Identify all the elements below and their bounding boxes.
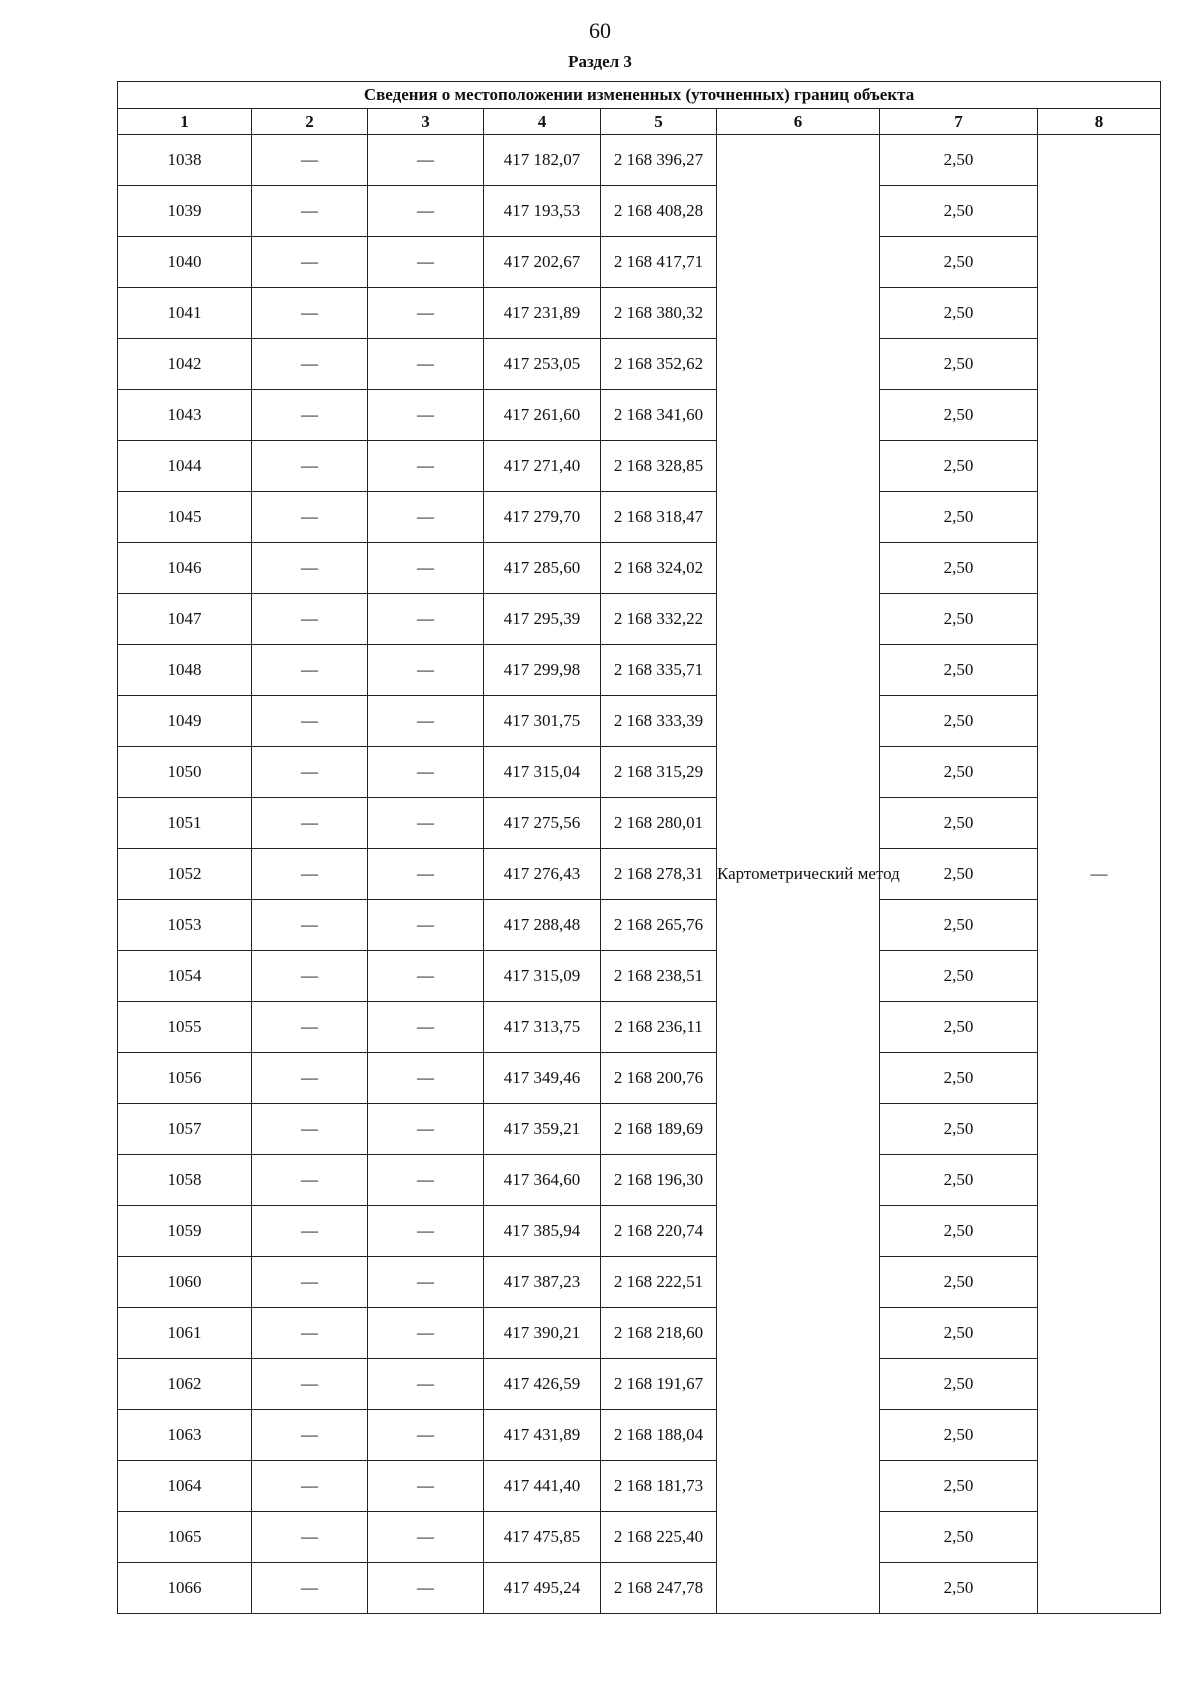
column-2-cell: — [252,1104,368,1155]
table-body [118,135,1161,1614]
y-coordinate-cell: 2 168 417,71 [601,237,717,288]
accuracy-cell: 2,50 [880,441,1038,492]
table-row [118,798,1161,849]
column-3-cell: — [368,1257,484,1308]
column-header: 4 [484,109,601,135]
column-3-cell: — [368,645,484,696]
column-3-cell: — [368,798,484,849]
column-2-cell: — [252,390,368,441]
x-coordinate-cell: 417 475,85 [484,1512,601,1563]
y-coordinate-cell: 2 168 189,69 [601,1104,717,1155]
column-header: 5 [601,109,717,135]
column-2-cell: — [252,594,368,645]
column-2-cell: — [252,849,368,900]
column-3-cell: — [368,1359,484,1410]
point-number-cell: 1050 [118,747,252,798]
table-row [118,186,1161,237]
x-coordinate-cell: 417 285,60 [484,543,601,594]
point-number-cell: 1045 [118,492,252,543]
accuracy-cell: 2,50 [880,492,1038,543]
y-coordinate-cell: 2 168 396,27 [601,135,717,186]
accuracy-cell: 2,50 [880,1512,1038,1563]
column-3-cell: — [368,441,484,492]
x-coordinate-cell: 417 495,24 [484,1563,601,1614]
accuracy-cell: 2,50 [880,798,1038,849]
x-coordinate-cell: 417 431,89 [484,1410,601,1461]
accuracy-cell: 2,50 [880,696,1038,747]
point-number-cell: 1048 [118,645,252,696]
column-3-cell: — [368,1563,484,1614]
x-coordinate-cell: 417 387,23 [484,1257,601,1308]
point-number-cell: 1057 [118,1104,252,1155]
y-coordinate-cell: 2 168 333,39 [601,696,717,747]
table-row [118,390,1161,441]
column-3-cell: — [368,1155,484,1206]
y-coordinate-cell: 2 168 191,67 [601,1359,717,1410]
table-row [118,1410,1161,1461]
accuracy-cell: 2,50 [880,1410,1038,1461]
column-3-cell: — [368,951,484,1002]
column-2-cell: — [252,696,368,747]
x-coordinate-cell: 417 276,43 [484,849,601,900]
column-3-cell: — [368,339,484,390]
column-2-cell: — [252,1410,368,1461]
x-coordinate-cell: 417 364,60 [484,1155,601,1206]
x-coordinate-cell: 417 202,67 [484,237,601,288]
column-2-cell: — [252,441,368,492]
y-coordinate-cell: 2 168 218,60 [601,1308,717,1359]
table-row [118,1104,1161,1155]
column-header: 7 [880,109,1038,135]
column-header-row [118,109,1161,135]
column-3-cell: — [368,1053,484,1104]
y-coordinate-cell: 2 168 341,60 [601,390,717,441]
table-row [118,1563,1161,1614]
point-number-cell: 1061 [118,1308,252,1359]
point-number-cell: 1044 [118,441,252,492]
column-3-cell: — [368,1002,484,1053]
column-3-cell: — [368,390,484,441]
column-2-cell: — [252,1257,368,1308]
x-coordinate-cell: 417 271,40 [484,441,601,492]
accuracy-cell: 2,50 [880,186,1038,237]
y-coordinate-cell: 2 168 196,30 [601,1155,717,1206]
x-coordinate-cell: 417 441,40 [484,1461,601,1512]
accuracy-cell: 2,50 [880,288,1038,339]
y-coordinate-cell: 2 168 324,02 [601,543,717,594]
point-number-cell: 1047 [118,594,252,645]
table-row [118,594,1161,645]
table-row [118,747,1161,798]
column-3-cell: — [368,696,484,747]
x-coordinate-cell: 417 301,75 [484,696,601,747]
column-3-cell: — [368,1206,484,1257]
y-coordinate-cell: 2 168 335,71 [601,645,717,696]
accuracy-cell: 2,50 [880,543,1038,594]
column-2-cell: — [252,900,368,951]
accuracy-cell: 2,50 [880,390,1038,441]
column-2-cell: — [252,1206,368,1257]
x-coordinate-cell: 417 275,56 [484,798,601,849]
y-coordinate-cell: 2 168 265,76 [601,900,717,951]
table-row [118,1308,1161,1359]
accuracy-cell: 2,50 [880,1104,1038,1155]
table-row [118,135,1161,186]
column-header: 1 [118,109,252,135]
table-row [118,492,1161,543]
point-number-cell: 1049 [118,696,252,747]
accuracy-cell: 2,50 [880,1206,1038,1257]
column-3-cell: — [368,288,484,339]
column-header: 8 [1038,109,1161,135]
table-row [118,1512,1161,1563]
point-number-cell: 1060 [118,1257,252,1308]
y-coordinate-cell: 2 168 332,22 [601,594,717,645]
column-2-cell: — [252,1002,368,1053]
point-number-cell: 1063 [118,1410,252,1461]
accuracy-cell: 2,50 [880,1359,1038,1410]
table-row [118,849,1161,900]
accuracy-cell: 2,50 [880,747,1038,798]
y-coordinate-cell: 2 168 236,11 [601,1002,717,1053]
x-coordinate-cell: 417 253,05 [484,339,601,390]
x-coordinate-cell: 417 385,94 [484,1206,601,1257]
point-number-cell: 1051 [118,798,252,849]
x-coordinate-cell: 417 359,21 [484,1104,601,1155]
x-coordinate-cell: 417 315,09 [484,951,601,1002]
point-number-cell: 1039 [118,186,252,237]
column-2-cell: — [252,951,368,1002]
column-2-cell: — [252,747,368,798]
accuracy-cell: 2,50 [880,1461,1038,1512]
y-coordinate-cell: 2 168 328,85 [601,441,717,492]
x-coordinate-cell: 417 261,60 [484,390,601,441]
point-number-cell: 1054 [118,951,252,1002]
column-8-cell: — [1038,135,1161,1614]
column-header: 3 [368,109,484,135]
y-coordinate-cell: 2 168 278,31 [601,849,717,900]
x-coordinate-cell: 417 279,70 [484,492,601,543]
column-2-cell: — [252,339,368,390]
method-cell: Картометрический метод [717,135,880,1614]
point-number-cell: 1062 [118,1359,252,1410]
column-3-cell: — [368,1104,484,1155]
y-coordinate-cell: 2 168 318,47 [601,492,717,543]
y-coordinate-cell: 2 168 188,04 [601,1410,717,1461]
y-coordinate-cell: 2 168 200,76 [601,1053,717,1104]
section-title: Раздел 3 [568,52,632,71]
column-3-cell: — [368,492,484,543]
accuracy-cell: 2,50 [880,339,1038,390]
column-3-cell: — [368,135,484,186]
accuracy-cell: 2,50 [880,1155,1038,1206]
x-coordinate-cell: 417 390,21 [484,1308,601,1359]
y-coordinate-cell: 2 168 380,32 [601,288,717,339]
table-row [118,1206,1161,1257]
accuracy-cell: 2,50 [880,1053,1038,1104]
x-coordinate-cell: 417 193,53 [484,186,601,237]
x-coordinate-cell: 417 288,48 [484,900,601,951]
point-number-cell: 1059 [118,1206,252,1257]
table-row [118,237,1161,288]
table-row [118,645,1161,696]
x-coordinate-cell: 417 231,89 [484,288,601,339]
point-number-cell: 1066 [118,1563,252,1614]
x-coordinate-cell: 417 295,39 [484,594,601,645]
y-coordinate-cell: 2 168 352,62 [601,339,717,390]
column-3-cell: — [368,186,484,237]
column-2-cell: — [252,237,368,288]
point-number-cell: 1052 [118,849,252,900]
accuracy-cell: 2,50 [880,900,1038,951]
table-row [118,1359,1161,1410]
table-caption: Сведения о местоположении измененных (уточненных) границ объекта [118,82,1161,109]
column-3-cell: — [368,594,484,645]
accuracy-cell: 2,50 [880,1308,1038,1359]
x-coordinate-cell: 417 349,46 [484,1053,601,1104]
y-coordinate-cell: 2 168 280,01 [601,798,717,849]
y-coordinate-cell: 2 168 181,73 [601,1461,717,1512]
point-number-cell: 1040 [118,237,252,288]
table-row [118,951,1161,1002]
y-coordinate-cell: 2 168 220,74 [601,1206,717,1257]
column-3-cell: — [368,543,484,594]
x-coordinate-cell: 417 315,04 [484,747,601,798]
point-number-cell: 1046 [118,543,252,594]
y-coordinate-cell: 2 168 315,29 [601,747,717,798]
column-3-cell: — [368,1512,484,1563]
column-3-cell: — [368,900,484,951]
column-2-cell: — [252,798,368,849]
y-coordinate-cell: 2 168 408,28 [601,186,717,237]
table-row [118,339,1161,390]
table-row [118,441,1161,492]
column-3-cell: — [368,747,484,798]
accuracy-cell: 2,50 [880,1257,1038,1308]
column-header: 2 [252,109,368,135]
accuracy-cell: 2,50 [880,849,1038,900]
point-number-cell: 1056 [118,1053,252,1104]
point-number-cell: 1058 [118,1155,252,1206]
table-row [118,1002,1161,1053]
column-2-cell: — [252,543,368,594]
x-coordinate-cell: 417 313,75 [484,1002,601,1053]
column-2-cell: — [252,492,368,543]
table-row [118,288,1161,339]
page-number: 60 [589,18,611,43]
column-2-cell: — [252,288,368,339]
point-number-cell: 1042 [118,339,252,390]
accuracy-cell: 2,50 [880,951,1038,1002]
y-coordinate-cell: 2 168 238,51 [601,951,717,1002]
column-3-cell: — [368,1308,484,1359]
column-3-cell: — [368,849,484,900]
point-number-cell: 1055 [118,1002,252,1053]
accuracy-cell: 2,50 [880,1563,1038,1614]
table-row [118,1155,1161,1206]
column-2-cell: — [252,1308,368,1359]
column-2-cell: — [252,1563,368,1614]
point-number-cell: 1041 [118,288,252,339]
point-number-cell: 1053 [118,900,252,951]
boundary-coordinates-table [117,81,1161,1614]
table-row [118,1461,1161,1512]
x-coordinate-cell: 417 426,59 [484,1359,601,1410]
y-coordinate-cell: 2 168 225,40 [601,1512,717,1563]
column-2-cell: — [252,1359,368,1410]
accuracy-cell: 2,50 [880,594,1038,645]
x-coordinate-cell: 417 299,98 [484,645,601,696]
table-row [118,696,1161,747]
column-3-cell: — [368,1410,484,1461]
point-number-cell: 1065 [118,1512,252,1563]
accuracy-cell: 2,50 [880,237,1038,288]
column-3-cell: — [368,1461,484,1512]
point-number-cell: 1064 [118,1461,252,1512]
column-2-cell: — [252,1461,368,1512]
y-coordinate-cell: 2 168 222,51 [601,1257,717,1308]
column-2-cell: — [252,186,368,237]
accuracy-cell: 2,50 [880,135,1038,186]
table-row [118,1257,1161,1308]
accuracy-cell: 2,50 [880,645,1038,696]
column-2-cell: — [252,1053,368,1104]
column-2-cell: — [252,135,368,186]
table-row [118,1053,1161,1104]
table-row [118,900,1161,951]
column-2-cell: — [252,1155,368,1206]
point-number-cell: 1043 [118,390,252,441]
y-coordinate-cell: 2 168 247,78 [601,1563,717,1614]
column-3-cell: — [368,237,484,288]
column-header: 6 [717,109,880,135]
table-row [118,543,1161,594]
column-2-cell: — [252,1512,368,1563]
x-coordinate-cell: 417 182,07 [484,135,601,186]
point-number-cell: 1038 [118,135,252,186]
column-2-cell: — [252,645,368,696]
accuracy-cell: 2,50 [880,1002,1038,1053]
